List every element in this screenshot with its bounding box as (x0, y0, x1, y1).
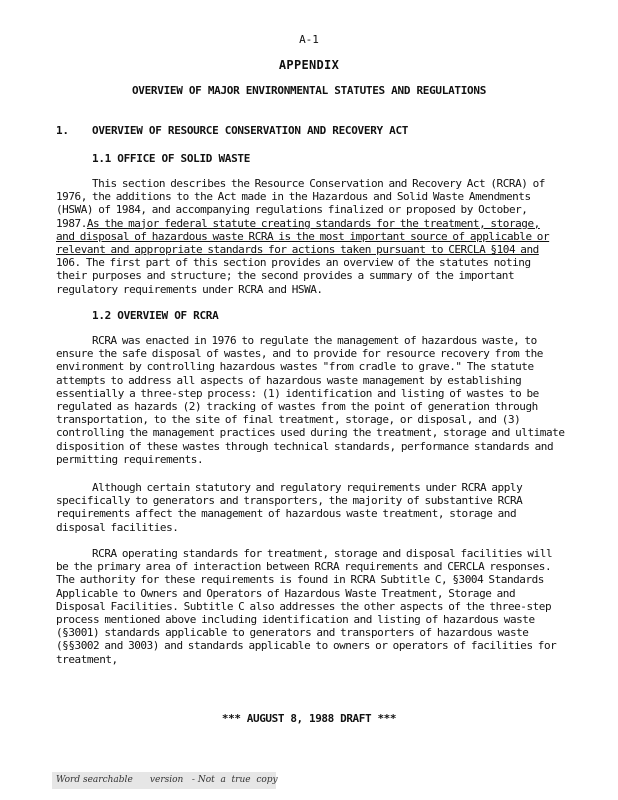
paragraph-3 (56, 481, 578, 534)
watermark-banner: Word searchable version - Not a true copy (52, 772, 276, 789)
paragraph-2 (56, 334, 578, 466)
para4-line: Disposal Facilities. Subtitle C also addresses the other aspects of the three-step (56, 599, 552, 613)
para2-line: environment by controlling hazardous wastes "from cradle to grave." The statute (56, 360, 534, 374)
appendix-subtitle: OVERVIEW OF MAJOR ENVIRONMENTAL STATUTES AND REGULATIONS (131, 84, 487, 97)
draft-date-footer: *** AUGUST 8, 1988 DRAFT *** (221, 712, 397, 725)
para4-line: The authority for these requirements is found in RCRA Subtitle C, §3004 Standards (56, 573, 544, 587)
section-1-1-heading: 1.1 OFFICE OF SOLID WASTE (92, 152, 251, 165)
para4-line: Applicable to Owners and Operators of Hazardous Waste Treatment, Storage and (56, 586, 516, 600)
para4-line: process mentioned above including identification and listing of hazardous waste (56, 613, 535, 627)
para1-line-underlined (56, 217, 578, 230)
para3-line: specifically to generators and transporters, the majority of substantive RCRA (56, 494, 523, 508)
para2-line: essentially a three-step process: (1) identification and listing of wastes to be (56, 386, 539, 400)
para1-line: 106. The first part of this section provides an overview of the statutes noting (56, 256, 531, 270)
para4-line: treatment, (56, 652, 118, 666)
para1-line: This section describes the Resource Conservation and Recovery Act (RCRA) of (92, 177, 545, 190)
para2-line: transportation, to the site of final treatment, storage, or disposal, and (3) (56, 413, 521, 427)
para1-line4-prefix: 1987. (56, 216, 87, 230)
para2-line: ensure the safe disposal of wastes, and to provide for resource recovery from the (56, 347, 543, 361)
para2-line: RCRA was enacted in 1976 to regulate the management of hazardous waste, to (92, 334, 537, 347)
para3-line: Although certain statutory and regulatory requirements under RCRA apply (92, 481, 523, 494)
para4-line: be the primary area of interaction between RCRA requirements and CERCLA responses. (56, 560, 552, 574)
para3-line: disposal facilities. (56, 520, 179, 534)
para1-line4-underlined: As the major federal statute creating standards for the treatment, storage, (86, 216, 540, 230)
para1-line: (HSWA) of 1984, and accompanying regulations finalized or proposed by October, (56, 203, 528, 217)
para1-line: 1976, the additions to the Act made in the Hazardous and Solid Waste Amendments (56, 190, 531, 204)
para1-line: regulatory requirements under RCRA and HSWA. (56, 282, 323, 296)
para1-line6-underlined: relevant and appropriate standards for actions taken pursuant to CERCLA §104 and (56, 243, 539, 257)
para1-line5-underlined: and disposal of hazardous waste RCRA is the most important source of applicable or (56, 229, 550, 243)
para3-line: requirements affect the management of hazardous waste treatment, storage and (56, 507, 517, 521)
appendix-title: APPENDIX (278, 58, 340, 72)
para2-line: regulated as hazards (2) tracking of wastes from the point of generation through (56, 400, 538, 414)
section-1-number: 1. (56, 124, 69, 137)
para2-line: disposition of these wastes through technical standards, performance standards and (56, 439, 554, 453)
para4-line: (§§3002 and 3003) and standards applicable to owners or operators of facilities for (56, 639, 557, 653)
para1-line: their purposes and structure; the second provides a summary of the important (56, 269, 515, 283)
para2-line: permitting requirements. (56, 452, 204, 466)
para2-line: attempts to address all aspects of hazardous waste management by establishing (56, 373, 522, 387)
section-1-title: OVERVIEW OF RESOURCE CONSERVATION AND RECOVERY ACT (92, 124, 409, 137)
section-1-heading (56, 124, 408, 137)
section-1-2-heading: 1.2 OVERVIEW OF RCRA (92, 309, 219, 322)
paragraph-1 (56, 177, 578, 296)
para4-line: (§3001) standards applicable to generators and transporters of hazardous waste (56, 626, 529, 640)
para2-line: controlling the management practices used during the treatment, storage and ultimate (56, 426, 565, 440)
para4-line: RCRA operating standards for treatment, storage and disposal facilities will (92, 547, 553, 560)
page-number: A-1 (299, 33, 319, 46)
paragraph-4 (56, 547, 578, 666)
